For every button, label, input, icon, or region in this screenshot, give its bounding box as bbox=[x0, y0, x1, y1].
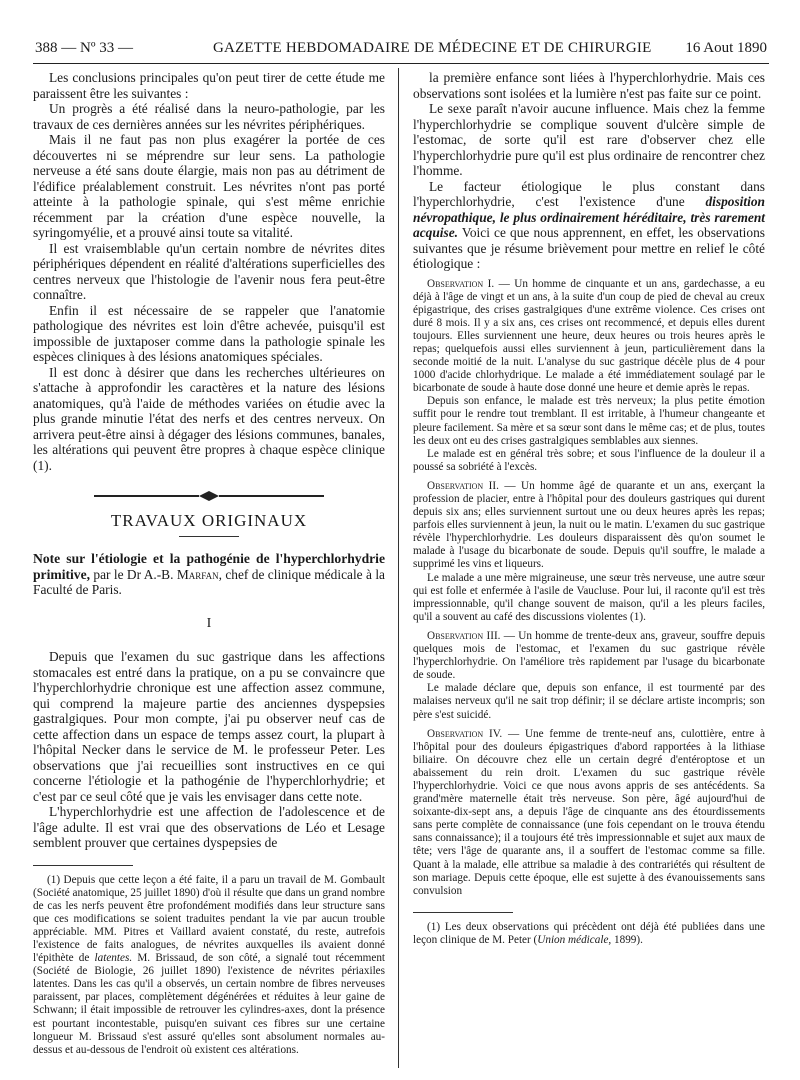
observation-text: — Un homme de trente-deux ans, graveur, souffre depuis quelques mois de l'estomac, et l'examen du suc gastrique révèle l'hyperchlorhydrie. On l'améliore très rapidement par l'usage du bicarbonate de soude. bbox=[413, 629, 766, 682]
observation-text: — Un homme de cinquante et un ans, gardechasse, a eu déjà à l'âge de vingt et un ans, à la suite d'un coup de pied de cheval au creux épigastrique, des crises gastralgiques d'une extrême violence. Ces crises ont duré 8 mois. Il y a six ans, ces crises ont recommencé, et depuis elles durent toujours. Elles surviennent une heure, deux heures ou trois heures après le repas; quelquefois aussi elles surviennent à jeun, particulièrement dans la seconde moitié de la nuit. L'analyse du suc gastrique décèle plus de 4 pour 1000 d'acide chlorhydrique. Le malade a été immédiatement soulagé par le bicarbonate de soude à haute dose donné une heure et demie après le repas. bbox=[413, 277, 765, 395]
section-title: TRAVAUX ORIGINAUX bbox=[110, 510, 308, 530]
footnote bbox=[413, 921, 765, 947]
observation-text: Le malade est en général très sobre; et sous l'influence de la douleur il a poussé sa sobriété à l'excès. bbox=[413, 447, 765, 473]
observation-label: Observation II. bbox=[427, 479, 499, 492]
section-heading bbox=[33, 489, 385, 537]
paragraph: L'hyperchlorhydrie est une affection de l'adolescence et de l'âge adulte. Il est vrai que des observations de Léo et Lesage semblent prouver que certaines dyspepsies de bbox=[33, 804, 385, 850]
observation-label: Observation I. bbox=[427, 277, 495, 290]
observation-text: Le malade déclare que, depuis son enfance, il est tourmenté par des malaises nerveux qu'il ne sait trop définir; il se déclare artiste incompris; son père s'est suicidé. bbox=[413, 682, 765, 721]
paragraph: Mais il ne faut pas non plus exagérer la portée de ces découvertes ni se méprendre sur leur sens. La pathologie nerveuse a été sans doute élargie, mais non pas au détriment de l'édifice préalablement construit. Les névrites n'ont pas porté atteinte à la pathologie spinale, qui s'est même enrichie récemment par la création d'une espèce nouvelle, la syringomyélie, et a prouvé ainsi toute sa vitalité. bbox=[33, 132, 385, 240]
footnote bbox=[33, 874, 385, 1057]
page-number: 388 — Nº 33 — bbox=[35, 40, 133, 56]
observation-text: Depuis son enfance, le malade est très nerveux; la plus petite émotion suffit pour le rendre tout tremblant. Il est irritable, à l'humeur changeante et pleure facilement. Sa mère et sa sœur sont dans le même cas; et de plus, toutes les deux ont eu des crises gastralgiques semblables aux siennes. bbox=[413, 395, 765, 447]
observation-text: — Une femme de trente-neuf ans, culottière, entre à l'hôpital pour des douleurs épigastriques d'abord rapportées à la lithiase biliaire. On découvre chez elle un certain degré d'entéroptose et un abaissement du rein droit. L'examen du suc gastrique révèle l'hyperchlorhydrie. Voici ce que nous avons appris de ses antécédents. Sa grand'mère maternelle était très nerveuse. Son père, âgé aujourd'hui de soixante-dix-sept ans, a depuis l'âge de cinquante ans des étourdissements sans perte complète de connaissance (une fois cependant on le trouva étendu sans connaissance); il a toujours été très impressionnable et sujet aux maux de tête; vers l'âge de quarante ans, il a souffert de l'estomac comme sa fille. Quant à la malade, elle attribue sa maladie à des contrariétés qui résultent de son mariage. Depuis cette époque, elle est sujette à des évanouissements sans convulsion bbox=[413, 727, 765, 897]
footnote-italic: Union médicale, bbox=[537, 933, 612, 946]
paragraph: Il est vraisemblable qu'un certain nombre de névrites dites périphériques dépendent en réalité d'altérations superficielles des centres nerveux que l'histologie de l'avenir nous fera peut-être connaître. bbox=[33, 240, 385, 302]
article-author: Marfan, bbox=[176, 566, 222, 582]
issue-date: 16 Aout 1890 bbox=[685, 40, 767, 56]
text-run: Voici ce que nous apprennent, en effet, les observations suivantes que je résume brièvement pour mettre en relief le côté étiologique : bbox=[413, 225, 765, 271]
article-byline: par le Dr A.-B. bbox=[93, 566, 174, 582]
running-header bbox=[35, 36, 767, 60]
ornament-rule-icon bbox=[94, 491, 324, 501]
observation-2 bbox=[413, 480, 765, 624]
right-column bbox=[413, 70, 765, 947]
journal-title: GAZETTE HEBDOMADAIRE DE MÉDECINE ET DE CHIRURGIE bbox=[213, 40, 652, 56]
short-rule bbox=[179, 536, 239, 537]
paragraph bbox=[413, 179, 765, 272]
observation-1 bbox=[413, 278, 765, 474]
observation-4 bbox=[413, 728, 765, 898]
footnote-text-cont: 1899). bbox=[614, 933, 643, 946]
footnote-text-cont: M. Brissaud, de son côté, a signalé tout récemment (Société de Biologie, 26 juillet 1890) l'existence de névrites périaxiles latentes. Dans les cas qu'il a observés, un certain nombre de fibres nerveuses paraissent, par places, complètement dégénérées et réduites à leur gaine de Schwann; il était impossible de retrouver les cylindres-axes, dont la présence est pourtant incontestable, puisqu'en suivant ces fibres sur une certaine longueur M. Brissaud s'est assuré qu'elles sont absolument normales au-dessus et au-dessous de l'endroit où existent ces altérations. bbox=[33, 952, 386, 1056]
observation-label: Observation IV. bbox=[427, 727, 503, 740]
paragraph: Enfin il est nécessaire de se rappeler que l'anatomie pathologique des névrites est loin d'être achevée, puisqu'il est impossible de juxtaposer comme dans la pathologie spinale les espèces cliniques à des lésions anatomiques spéciales. bbox=[33, 302, 385, 364]
footnote-italic: latentes. bbox=[94, 952, 133, 965]
text-run: Le facteur étiologique le plus constant dans l'hyperchlorhydrie, c'est l'existence d'une bbox=[413, 178, 765, 209]
observation-text: — Un homme âgé de quarante et un ans, exerçant la profession de placier, entre à l'hôpital pour des douleurs gastriques qui durent depuis six ans; elles surviennent surtout une ou deux heures après les repas; parfois elles surviennent à jeun, la nuit ou le matin. L'examen du suc gastrique révèle l'hyperchlorhydrie. Les douleurs disparaissent dès qu'on soumet le malade à l'usage du bicarbonate de soude. Depuis qu'il souffre, le malade a supprimé les vins et liqueurs. bbox=[413, 479, 765, 571]
article-affiliation: chef de clinique médicale à la Faculté de Paris. bbox=[33, 566, 385, 597]
paragraph: la première enfance sont liées à l'hyperchlorhydrie. Mais ces observations sont isolées et la lumière n'est pas faite sur ce point. bbox=[413, 70, 765, 101]
observation-3 bbox=[413, 630, 765, 722]
header-rule bbox=[33, 63, 769, 64]
paragraph: Le sexe paraît n'avoir aucune influence. Mais chez la femme l'hyperchlorhydrie se complique souvent d'ulcère simple de l'estomac, de sorte qu'il est rare d'observer chez elle l'hyperchlorhydrie pure qu'il est plus ordinaire de rencontrer chez l'homme. bbox=[413, 101, 765, 178]
footnote-text: (1) Les deux observations qui précèdent ont déjà été publiées dans une leçon clinique de M. Peter ( bbox=[413, 920, 765, 946]
article-title bbox=[33, 551, 385, 598]
footnote-rule bbox=[33, 865, 133, 866]
paragraph: Depuis que l'examen du suc gastrique dans les affections stomacales est entré dans la pratique, on a pu se convaincre que l'hyperchlorhydrie chronique est une affection assez commune, qui comprend la majeure partie des anciennes dyspepsies gastralgiques. Pour mon compte, j'ai pu observer neuf cas de cette affection dans un espace de temps assez court, la plupart à l'hôpital Necker dans le service de M. le professeur Peter. Les observations que j'ai recueillies sont instructives en ce qui concerne l'étiologie et la pathogénie de l'hyperchlorhydrie; et c'est par ce seul côté que je vais les envisager dans cette note. bbox=[33, 649, 385, 804]
paragraph: Un progrès a été réalisé dans la neuro-pathologie, par les travaux de ces dernières années sur les névrites périphériques. bbox=[33, 101, 385, 132]
left-column bbox=[33, 70, 385, 1057]
observation-label: Observation III. bbox=[427, 629, 501, 642]
observation-text: Le malade a une mère migraineuse, une sœur très nerveuse, une autre sœur qui est folle et enfermée à l'asile de Vaucluse. Pour lui, il raconte qu'il est très impressionnable, qu'il change souvent de maison, qu'il a les pleurs faciles, qu'il a souvent au café des discussions violentes (1). bbox=[413, 571, 765, 623]
paragraph: Il est donc à désirer que dans les recherches ultérieures on s'attache à approfondir les caractères et la nature des lésions anatomiques, qu'à l'aide de méthodes variées on étudie avec la plus grande minutie l'état des nerfs et des centres nerveux. On arrivera peut-être ainsi à dégager des lésions communes, banales, les altérations qui peuvent être propres à chaque espèce clinique (1). bbox=[33, 364, 385, 473]
footnote-text: (1) Depuis que cette leçon a été faite, il a paru un travail de M. Gombault (Société anatomique, 25 juillet 1890) d'où il résulte que dans un grand nombre de cas les nerfs peuvent être profondément modifiés dans leur structure sans que ces modifications se soient traduites pendant la vie par aucun trouble appréciable. MM. Pitres et Vaillard avaient constaté, du reste, autrefois l'existence de faits analogues, de névrites auxquelles ils avaient donné l'épithète de bbox=[33, 873, 385, 965]
paragraph: Les conclusions principales qu'on peut tirer de cette étude me paraissent être les suivantes : bbox=[33, 70, 385, 101]
article-title-text: Note sur l'étiologie et la pathogénie de l'hyperchlorhydrie primitive, bbox=[33, 551, 385, 582]
footnote-rule bbox=[413, 912, 513, 913]
emphasis-text: disposition névropathique, le plus ordinairement héréditaire, très rarement acquise. bbox=[413, 194, 765, 240]
chapter-number: I bbox=[206, 615, 212, 631]
column-divider bbox=[398, 68, 399, 1068]
